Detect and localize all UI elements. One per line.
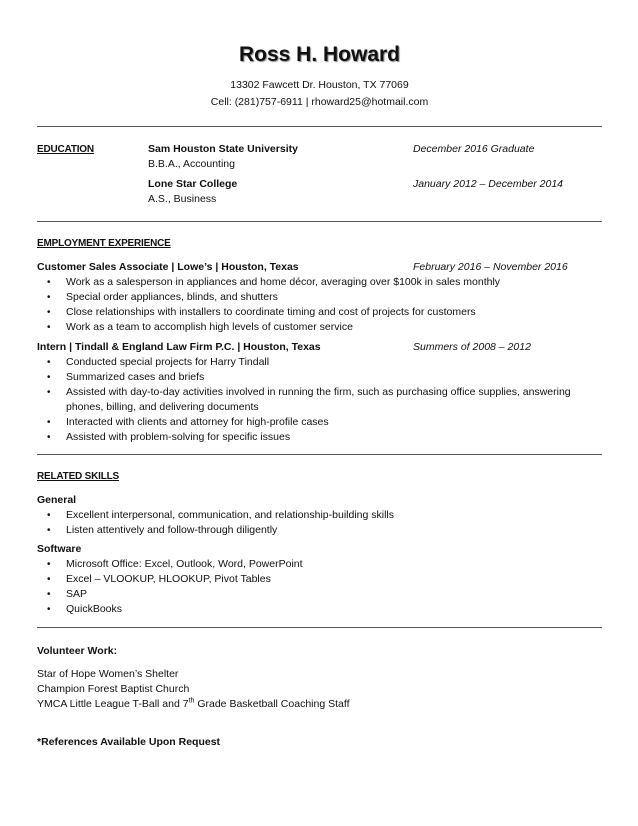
general-skills-label: General bbox=[37, 494, 77, 506]
school-name: Lone Star College bbox=[148, 178, 238, 190]
list-item: • Assisted with problem-solving for specific issues bbox=[66, 430, 602, 445]
employment-heading: EMPLOYMENT EXPERIENCE bbox=[37, 238, 171, 249]
job-bullets bbox=[37, 355, 602, 445]
list-item: • Listen attentively and follow-through diligently bbox=[66, 523, 602, 538]
list-item: • Work as a salesperson in appliances and home décor, averaging over $100k in sales monthly bbox=[66, 275, 602, 290]
job-header bbox=[37, 340, 602, 355]
list-item: • Work as a team to accomplish high levels of customer service bbox=[66, 320, 602, 335]
skills-heading: RELATED SKILLS bbox=[37, 471, 120, 482]
education-school-2 bbox=[148, 177, 413, 207]
school-name: Sam Houston State University bbox=[148, 143, 298, 155]
divider bbox=[37, 454, 602, 455]
list-item: • Conducted special projects for Harry Tindall bbox=[66, 355, 602, 370]
degree: B.B.A., Accounting bbox=[148, 158, 235, 170]
list-item: • Microsoft Office: Excel, Outlook, Word, PowerPoint bbox=[66, 557, 602, 572]
list-item: • Assisted with day-to-day activities involved in running the firm, such as purchasing office supplies, answering phones, billing, and delivering documents bbox=[66, 385, 602, 415]
education-heading: EDUCATION bbox=[37, 144, 94, 155]
volunteer-item: Champion Forest Baptist Church bbox=[37, 683, 190, 695]
divider bbox=[37, 627, 602, 628]
education-school-1 bbox=[148, 142, 413, 172]
list-item: • Excel – VLOOKUP, HLOOKUP, Pivot Tables bbox=[66, 572, 602, 587]
volunteer-text: YMCA Little League T-Ball and 7 bbox=[37, 698, 189, 710]
software-skills-label: Software bbox=[37, 543, 82, 555]
volunteer-item bbox=[37, 697, 602, 712]
divider bbox=[37, 221, 602, 222]
education-section bbox=[37, 142, 602, 212]
volunteer-text: Grade Basketball Coaching Staff bbox=[194, 698, 350, 710]
job-date: Summers of 2008 – 2012 bbox=[413, 341, 531, 353]
list-item: • SAP bbox=[66, 587, 602, 602]
job-header bbox=[37, 260, 602, 275]
general-skills-list bbox=[37, 508, 602, 538]
list-item: • Summarized cases and briefs bbox=[66, 370, 602, 385]
address-line: 13302 Fawcett Dr. Houston, TX 77069 bbox=[230, 79, 409, 91]
candidate-name: Ross H. Howard bbox=[238, 43, 401, 66]
divider bbox=[37, 126, 602, 127]
volunteer-item: Star of Hope Women’s Shelter bbox=[37, 668, 179, 680]
degree: A.S., Business bbox=[148, 193, 217, 205]
education-date: December 2016 Graduate bbox=[413, 143, 535, 155]
job-title: Customer Sales Associate | Lowe’s | Houston, Texas bbox=[37, 261, 299, 273]
list-item: • Interacted with clients and attorney for high-profile cases bbox=[66, 415, 602, 430]
ordinal-suffix: th bbox=[188, 697, 195, 705]
contact-line: Cell: (281)757-6911 | rhoward25@hotmail.com bbox=[210, 96, 429, 108]
volunteer-heading: Volunteer Work: bbox=[37, 645, 118, 657]
job-bullets bbox=[37, 275, 602, 335]
list-item: • Special order appliances, blinds, and shutters bbox=[66, 290, 602, 305]
job-title: Intern | Tindall & England Law Firm P.C. | Houston, Texas bbox=[37, 341, 321, 353]
software-skills-list bbox=[37, 557, 602, 617]
list-item: • Excellent interpersonal, communication, and relationship-building skills bbox=[66, 508, 602, 523]
references-note: *References Available Upon Request bbox=[37, 736, 221, 748]
list-item: • QuickBooks bbox=[66, 602, 602, 617]
education-date: January 2012 – December 2014 bbox=[413, 178, 564, 190]
job-date: February 2016 – November 2016 bbox=[413, 261, 568, 273]
list-item: • Close relationships with installers to coordinate timing and cost of projects for customers bbox=[66, 305, 602, 320]
